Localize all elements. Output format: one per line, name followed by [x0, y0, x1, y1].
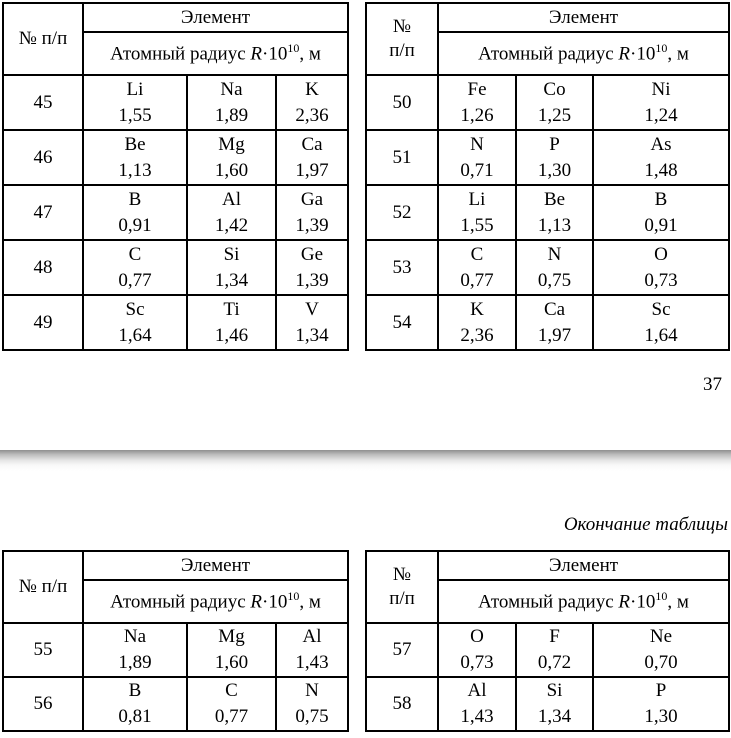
element-radius-value: 0,75 [295, 706, 329, 727]
element-radius-value: 1,13 [118, 159, 152, 181]
element-cell [593, 185, 729, 240]
element-symbol: Na [220, 78, 243, 100]
element-symbol: Si [223, 243, 240, 265]
number-label-line1: № [392, 564, 412, 585]
element-symbol: N [547, 243, 562, 265]
element-symbol: Li [126, 78, 144, 100]
table-row [3, 185, 348, 240]
element-cell [516, 295, 593, 350]
table-row [3, 295, 348, 350]
radius-symbol: R [618, 43, 631, 65]
element-symbol: K [470, 298, 484, 320]
element-radius-value: 1,26 [460, 104, 494, 126]
element-radius-value: 1,64 [118, 324, 152, 346]
header-row [366, 3, 729, 32]
radius-symbol: R [618, 591, 631, 613]
element-radius-value: 1,43 [460, 706, 494, 727]
table-row [366, 130, 729, 185]
element-radius-value: 0,77 [460, 269, 494, 291]
element-symbol: B [654, 188, 668, 210]
column-header-element: Элемент [83, 3, 348, 32]
row-number: 56 [3, 677, 83, 731]
element-radius-value: 1,97 [295, 159, 329, 181]
row-number: 49 [3, 295, 83, 350]
radius-base: ·10 [262, 43, 288, 65]
column-header-radius [83, 32, 348, 75]
element-cell [593, 623, 729, 677]
element-cell [438, 185, 516, 240]
element-cell [516, 75, 593, 130]
element-symbol: C [225, 680, 238, 701]
radius-exponent: 10 [655, 588, 668, 603]
element-cell [83, 677, 187, 731]
element-cell [438, 75, 516, 130]
element-cell [438, 130, 516, 185]
element-symbol: O [654, 243, 668, 265]
element-symbol: B [128, 188, 142, 210]
column-header-element: Элемент [438, 3, 729, 32]
element-symbol: As [650, 133, 672, 155]
element-symbol: Fe [467, 78, 487, 100]
number-label-line1: № [392, 16, 412, 37]
element-symbol: N [470, 133, 484, 155]
element-cell [187, 677, 276, 731]
radius-suffix: , м [667, 591, 689, 613]
element-cell [438, 240, 516, 295]
table-row [3, 623, 348, 677]
element-radius-value: 1,24 [644, 104, 678, 126]
radius-symbol: R [250, 591, 263, 613]
element-symbol: Ga [300, 188, 324, 210]
element-radius-value: 1,48 [644, 159, 678, 181]
element-cell [438, 677, 516, 731]
element-symbol: Be [543, 188, 566, 210]
element-symbol: F [549, 626, 560, 647]
element-radius-value: 1,13 [537, 214, 572, 236]
row-number: 55 [3, 623, 83, 677]
element-cell [276, 130, 348, 185]
table-row [366, 623, 729, 677]
element-symbol: B [128, 680, 142, 701]
element-symbol: O [470, 626, 484, 647]
element-cell [187, 185, 276, 240]
radius-prefix: Атомный радиус [478, 591, 614, 613]
element-radius-value: 1,60 [214, 159, 249, 181]
element-symbol: Sc [651, 298, 671, 320]
element-radius-value: 1,30 [537, 159, 572, 181]
radius-prefix: Атомный радиус [478, 43, 614, 65]
column-header-element: Элемент [83, 551, 348, 580]
header-row [3, 551, 348, 580]
element-cell [83, 130, 187, 185]
element-cell [276, 240, 348, 295]
element-cell [276, 75, 348, 130]
table-row [3, 130, 348, 185]
element-symbol: Ti [223, 298, 240, 320]
column-header-number [366, 551, 438, 623]
element-radius-value: 1,34 [214, 269, 249, 291]
radius-prefix: Атомный радиус [110, 43, 246, 65]
element-cell [516, 623, 593, 677]
element-cell [276, 677, 348, 731]
element-cell [83, 185, 187, 240]
radius-suffix: , м [667, 43, 689, 65]
element-radius-value: 1,89 [118, 652, 152, 673]
table-row [3, 240, 348, 295]
header-row [3, 3, 348, 32]
element-cell [516, 677, 593, 731]
table-row [366, 677, 729, 731]
radius-base: ·10 [630, 43, 656, 65]
page-number: 37 [703, 374, 722, 395]
element-symbol: Co [543, 78, 566, 100]
element-cell [593, 240, 729, 295]
element-symbol: Be [124, 133, 146, 155]
atomic-radius-table-57-58 [365, 550, 730, 732]
element-symbol: Mg [218, 626, 245, 647]
element-radius-value: 0,91 [118, 214, 152, 236]
element-cell [83, 240, 187, 295]
number-label-line2: п/п [389, 40, 415, 61]
row-number: 46 [3, 130, 83, 185]
element-symbol: Ca [301, 133, 323, 155]
element-cell [593, 130, 729, 185]
element-cell [593, 75, 729, 130]
table-row [366, 295, 729, 350]
row-number: 54 [366, 295, 438, 350]
element-cell [83, 623, 187, 677]
element-symbol: Al [302, 626, 322, 647]
element-symbol: Li [468, 188, 486, 210]
column-header-radius [438, 580, 729, 623]
element-radius-value: 1,60 [214, 652, 249, 673]
column-header-radius [83, 580, 348, 623]
element-symbol: P [655, 680, 667, 701]
element-symbol: K [305, 78, 319, 100]
table-continuation-caption: Окончание таблицы [563, 514, 728, 535]
element-symbol: N [305, 680, 319, 701]
element-symbol: V [305, 298, 319, 320]
radius-exponent: 10 [287, 588, 300, 603]
radius-base: ·10 [630, 591, 656, 613]
element-symbol: Na [123, 626, 147, 647]
element-radius-value: 0,81 [118, 706, 152, 727]
element-cell [276, 185, 348, 240]
element-cell [516, 185, 593, 240]
element-symbol: C [128, 243, 142, 265]
element-cell [187, 240, 276, 295]
element-symbol: Al [222, 188, 241, 210]
element-radius-value: 1,39 [295, 269, 329, 291]
element-cell [438, 295, 516, 350]
element-radius-value: 1,39 [295, 214, 329, 236]
atomic-radius-table-45-49 [2, 2, 349, 351]
radius-symbol: R [250, 43, 263, 65]
element-symbol: P [549, 133, 560, 155]
element-symbol: Al [467, 680, 487, 701]
table-row [366, 185, 729, 240]
radius-base: ·10 [262, 591, 288, 613]
element-cell [187, 295, 276, 350]
element-symbol: Ne [649, 626, 673, 647]
column-header-radius [438, 32, 729, 75]
column-header-number [366, 3, 438, 75]
element-cell [83, 295, 187, 350]
row-number: 52 [366, 185, 438, 240]
table-row [366, 75, 729, 130]
element-radius-value: 0,72 [537, 652, 572, 673]
element-radius-value: 1,30 [644, 706, 678, 727]
number-label-line2: п/п [389, 588, 415, 609]
table-row [3, 75, 348, 130]
atomic-radius-table-50-54 [365, 2, 730, 351]
column-header-number: № п/п [3, 551, 83, 623]
table-row [366, 240, 729, 295]
element-radius-value: 0,73 [644, 269, 678, 291]
element-radius-value: 1,64 [644, 324, 678, 346]
element-radius-value: 0,91 [644, 214, 678, 236]
radius-exponent: 10 [287, 40, 300, 55]
tables-band-continuation-page [2, 550, 730, 732]
element-radius-value: 0,77 [214, 706, 249, 727]
element-cell [187, 130, 276, 185]
element-radius-value: 2,36 [295, 104, 329, 126]
row-number: 53 [366, 240, 438, 295]
element-radius-value: 0,73 [460, 652, 494, 673]
element-cell [83, 75, 187, 130]
element-radius-value: 1,89 [214, 104, 249, 126]
tables-band-page-37 [2, 2, 730, 351]
element-symbol: Ni [651, 78, 671, 100]
element-symbol: Si [546, 680, 563, 701]
element-radius-value: 1,55 [460, 214, 494, 236]
row-number: 47 [3, 185, 83, 240]
element-radius-value: 1,34 [295, 324, 329, 346]
table-row [3, 677, 348, 731]
element-radius-value: 1,46 [214, 324, 249, 346]
page-break-divider [0, 450, 731, 471]
element-symbol: C [470, 243, 484, 265]
row-number: 51 [366, 130, 438, 185]
row-number: 50 [366, 75, 438, 130]
element-cell [593, 295, 729, 350]
row-number: 58 [366, 677, 438, 731]
row-number: 45 [3, 75, 83, 130]
element-cell [187, 75, 276, 130]
element-cell [187, 623, 276, 677]
element-radius-value: 1,97 [537, 324, 572, 346]
element-cell [276, 295, 348, 350]
header-row [366, 551, 729, 580]
element-radius-value: 2,36 [460, 324, 494, 346]
radius-suffix: , м [299, 43, 321, 65]
row-number: 57 [366, 623, 438, 677]
element-symbol: Mg [218, 133, 245, 155]
element-symbol: Ca [543, 298, 566, 320]
element-radius-value: 1,43 [295, 652, 329, 673]
column-header-number: № п/п [3, 3, 83, 75]
element-radius-value: 0,75 [537, 269, 572, 291]
element-cell [516, 130, 593, 185]
element-radius-value: 1,55 [118, 104, 152, 126]
column-header-element: Элемент [438, 551, 729, 580]
element-radius-value: 1,42 [214, 214, 249, 236]
radius-prefix: Атомный радиус [110, 591, 246, 613]
element-cell [593, 677, 729, 731]
element-cell [516, 240, 593, 295]
element-cell [276, 623, 348, 677]
radius-exponent: 10 [655, 40, 668, 55]
row-number: 48 [3, 240, 83, 295]
radius-suffix: , м [299, 591, 321, 613]
element-radius-value: 0,77 [118, 269, 152, 291]
element-symbol: Sc [125, 298, 145, 320]
element-radius-value: 0,71 [460, 159, 494, 181]
element-radius-value: 0,70 [644, 652, 678, 673]
element-symbol: Ge [300, 243, 324, 265]
element-radius-value: 1,34 [537, 706, 572, 727]
atomic-radius-table-55-56 [2, 550, 349, 732]
element-cell [438, 623, 516, 677]
element-radius-value: 1,25 [537, 104, 572, 126]
